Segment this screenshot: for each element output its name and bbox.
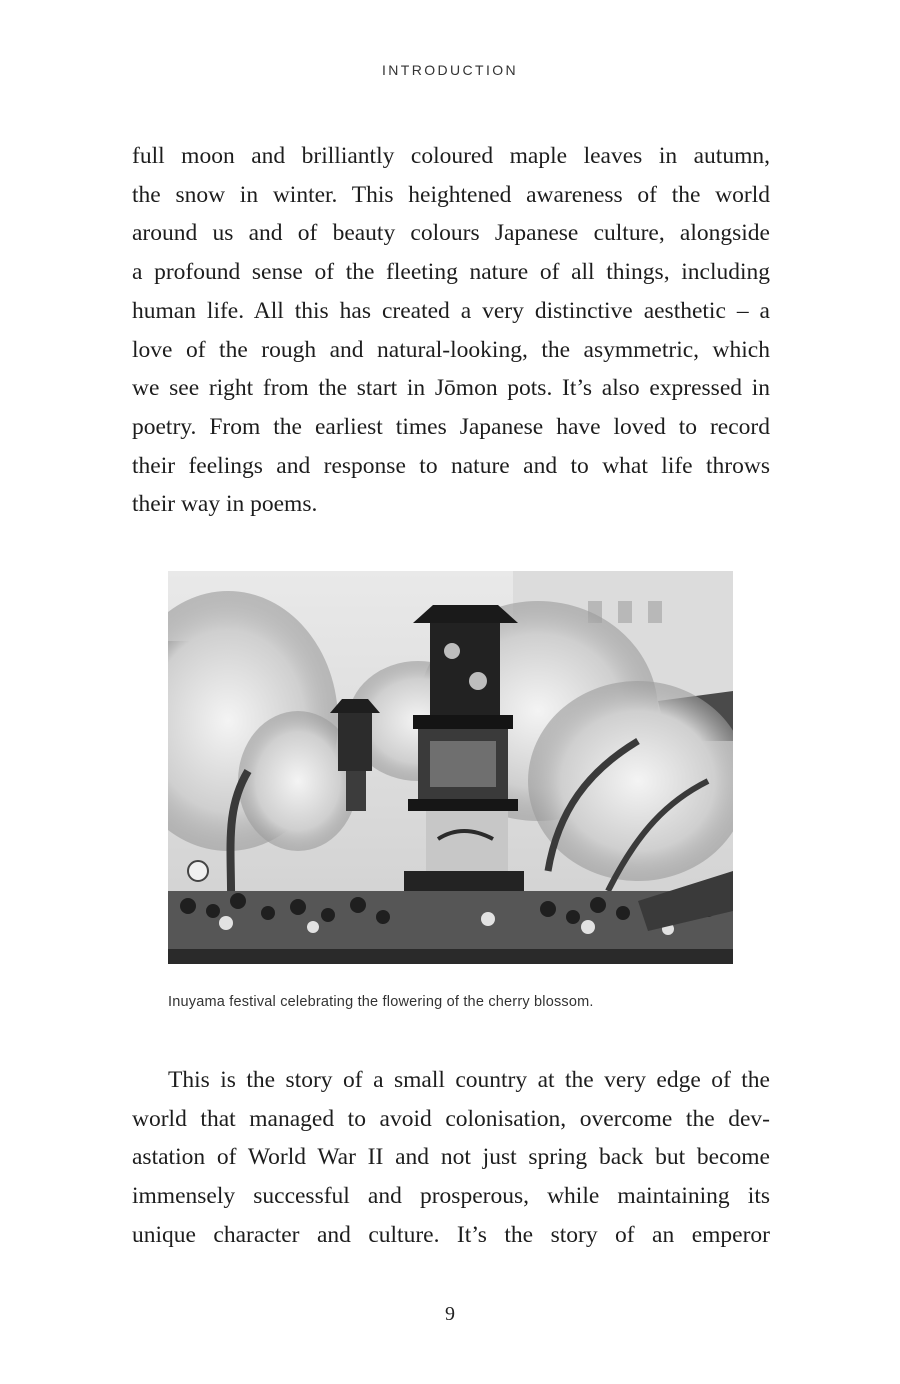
- festival-photo: [168, 571, 733, 964]
- text-line: immensely successful and prosperous, while maintaining its: [132, 1183, 770, 1210]
- page-number: 9: [445, 1303, 455, 1325]
- running-head: INTRODUCTION: [381, 62, 519, 78]
- text-line: poetry. From the earliest times Japanese have loved to record: [132, 413, 770, 440]
- text-line: around us and of beauty colours Japanese culture, alongside: [132, 220, 770, 247]
- text-line: their feelings and response to nature and to what life throws: [132, 452, 770, 479]
- figure-caption: Inuyama festival celebrating the flowering of the cherry blossom.: [168, 994, 594, 1010]
- festival-photo-illustration: [168, 571, 733, 964]
- body-paragraph-2: [132, 1061, 770, 1255]
- text-line: This is the story of a small country at the very edge of the: [168, 1067, 770, 1093]
- text-line: love of the rough and natural-looking, the asymmetric, which: [132, 336, 770, 363]
- body-paragraph-1: [132, 137, 770, 524]
- text-line: we see right from the start in Jōmon pots. It’s also expressed in: [132, 375, 770, 402]
- text-line: a profound sense of the fleeting nature of all things, including: [132, 259, 770, 286]
- text-line: human life. All this has created a very distinctive aesthetic – a: [132, 297, 770, 324]
- text-line: their way in poems.: [132, 491, 318, 518]
- text-line: the snow in winter. This heightened awareness of the world: [132, 181, 770, 208]
- text-line: unique character and culture. It’s the story of an emperor: [132, 1221, 770, 1248]
- text-line: world that managed to avoid colonisation, overcome the dev-: [132, 1105, 770, 1132]
- text-line: astation of World War II and not just spring back but become: [132, 1144, 770, 1171]
- text-line: full moon and brilliantly coloured maple leaves in autumn,: [132, 143, 770, 169]
